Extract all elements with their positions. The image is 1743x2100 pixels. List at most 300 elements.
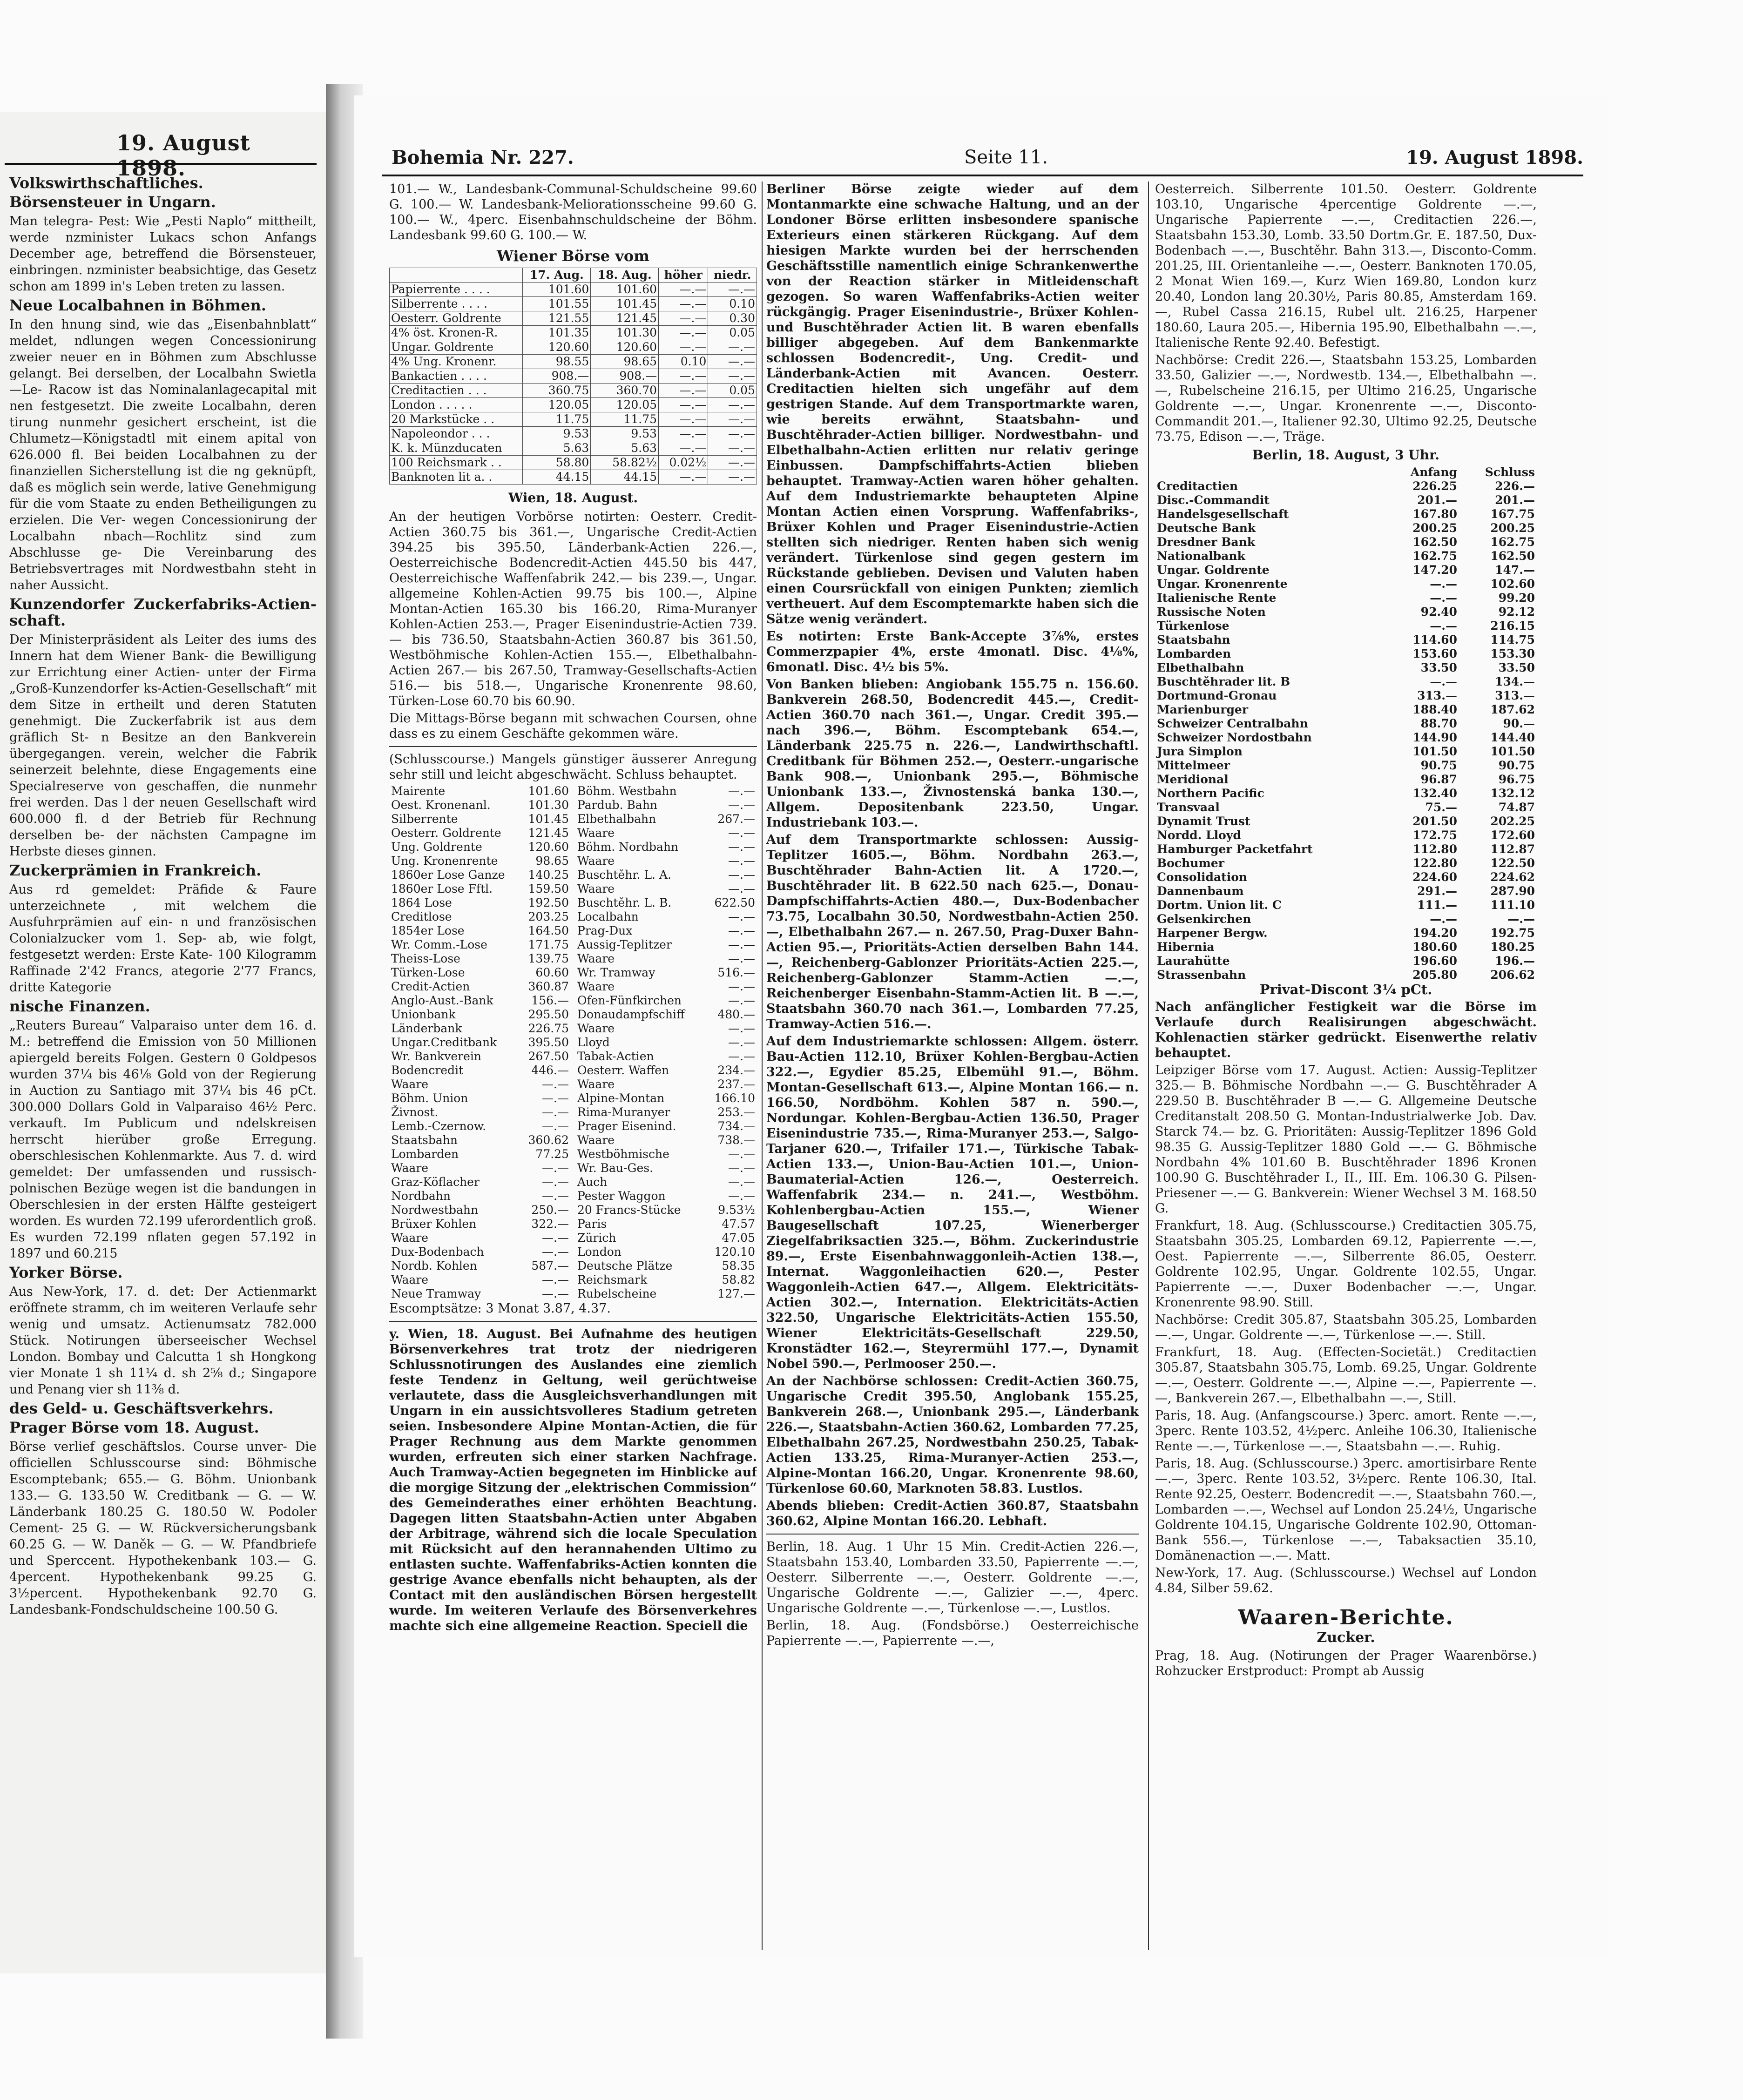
berlin-cell: 132.40 xyxy=(1412,787,1457,800)
schluss-left-value: 98.65 xyxy=(535,854,569,868)
col3-leipzig: Leipziger Börse vom 17. August. Actien: Aussig-Teplitzer 325.— B. Böhmische Nordbahn —.— G. Buschtěhrader A 229.50 B. Buschtěhrader B —.— G. Allgemeine Deutsche Creditanstalt 208.50 G. Montan-Industrialwerke Job. Dav. Starck 74.— bz. G. Prioritäten: Aussig-Teplitzer 1896 Gold 98.35 G. Aussig-Teplitzer 1880 Gold —.— G. Böhmische Nordbahn 4% 101.60 B. Buschtěhrader 1896 Kronen 100.90 G. Buschtěhrader I., II., III. Em. 106.30 G. Pilsen-Priesener —.— G. Bankverein: Wiener Wechsel 3 M. 168.50 G. xyxy=(1155,1063,1537,1216)
berlin-cell: 147.20 xyxy=(1412,563,1457,577)
berlin-row xyxy=(1155,884,1537,898)
berlin-cell: Bochumer xyxy=(1157,856,1224,870)
schlusscourse-right xyxy=(575,784,757,1301)
schluss-left-label: Ung. Goldrente xyxy=(391,840,482,854)
main-page xyxy=(354,95,1607,1957)
schluss-right-label: Buschtěhr. L. A. xyxy=(577,868,671,882)
schluss-left-row xyxy=(389,1203,571,1217)
berlin-cell: 167.80 xyxy=(1412,507,1457,521)
wiener-cell: 360.75 xyxy=(523,384,591,398)
berlin-row xyxy=(1155,814,1537,828)
schluss-left-value: 395.50 xyxy=(528,1036,569,1049)
berlin-cell: Dortm. Union lit. C xyxy=(1157,898,1282,912)
column-1 xyxy=(389,182,757,1950)
wiener-cell: —.— xyxy=(659,326,708,340)
schluss-left-label: Wr. Bankverein xyxy=(391,1050,481,1063)
berlin-cell: 201.— xyxy=(1495,493,1535,507)
wiener-cell: —.— xyxy=(659,297,708,311)
wiener-cell: 120.05 xyxy=(523,398,591,412)
schluss-left-label: Silberrente xyxy=(391,812,458,826)
berlin-cell: 201.50 xyxy=(1412,814,1457,828)
schluss-right-label: Rima-Muranyer xyxy=(577,1105,670,1119)
schluss-right-value: —.— xyxy=(728,840,755,854)
left-page-fragment xyxy=(0,112,327,1973)
col2-industrie: Auf dem Industriemarkte schlossen: Allgem. österr. Bau-Actien 112.10, Brüxer Kohlen-Bergbau-Actien 322.—, Egydier 85.25, Elbemühl 91.—, Böhm. Montan-Gesellschaft 613.—, Alpine Montan 166.— n. 166.50, Nordböhm. Kohlen 587 n. 590.—, Nordungar. Kohlen-Bergbau-Actien 136.50, Prager Eisenindustrie 735.—, Rima-Muranyer 253.—, Salgo-Tarjaner 620.—, Trifailer 171.—, Türkische Tabak-Actien 133.—, Union-Bau-Actien 101.—, Union-Baumaterial-Actien 126.—, Oesterreich. Waffenfabrik 234.— n. 241.—, Westböhm. Kohlenbergbau-Actien 155.—, Wiener Baugesellschaft 107.25, Wienerberger Ziegelfabriksactien 325.—, Böhm. Zuckerindustrie 89.—, Erste Eisenbahnwaggonleih-Actien 138.—, Internat. Waggonleihactien 620.—, Pester Waggonleih-Actien 647.—, Allgem. Elektricitäts-Actien 302.—, Internation. Elektricitäts-Actien 322.50, Ungarische Elektricitäts-Actien 155.50, Wiener Elektricitäts-Gesellschaft 229.50, Kronstädter 162.—, Steyrermühl 177.—, Dynamit Nobel 590.—, Perlmooser 250.—. xyxy=(766,1034,1139,1371)
berlin-cell: Schweizer Nordostbahn xyxy=(1157,731,1312,744)
left-paragraph-text: Der Ministerpräsident als Leiter des iums des Innern hat dem Wiener Bank- die Bewilligung zur Errichtung einer Actien- unter der Firma „Groß-Kunzendorfer ks-Actien-Gesellschaft“ mit dem Sitze in ertheilt und deren Statuten genehmigt. Die Zuckerfabrik ist aus dem gräflich St- n Besitze an den Bankverein übergegangen. verein, welcher die Fabrik seinerzeit belehnte, diese Engagements eine Specialreserve von geschaffen, die nunmehr frei werden. Das l der neuen Gesellschaft wird 600.000 fl. d der Betrieb für Rechnung derselben be- der nächsten Campagne im Herbste dieses ginnen. xyxy=(9,633,317,859)
schluss-right-label: Wr. Tramway xyxy=(577,966,655,979)
wiener-cell: —.— xyxy=(659,340,708,355)
berlin-row xyxy=(1155,605,1537,619)
schluss-left-value: 140.25 xyxy=(528,868,569,882)
schluss-right-row xyxy=(575,1063,757,1077)
schluss-left-value: —.— xyxy=(542,1105,569,1119)
schluss-left-row xyxy=(389,1217,571,1231)
wiener-cell: —.— xyxy=(659,311,708,326)
berlin-cell: 33.50 xyxy=(1498,661,1535,674)
schluss-left-row xyxy=(389,1189,571,1203)
schluss-left-value: 164.50 xyxy=(528,924,569,937)
column-divider-1 xyxy=(762,182,763,1950)
wiener-row xyxy=(390,369,757,384)
schluss-right-label: Waare xyxy=(577,826,615,840)
wiener-cell: 101.60 xyxy=(523,283,591,297)
col3-nachboerse: Nachbörse: Credit 226.—, Staatsbahn 153.25, Lombarden 33.50, Galizier —.—, Nordwestb. 134.—, Elbethalbahn —.—, Rubelscheine 216.15, per Ultimo 216.25, Ungarische Goldrente —.—, Ungar. Kronenrente —.—, Disconto-Commandit 201.—, Italiener 92.30, Ultimo 92.25, Deutsche 73.75, Edison —.—, Träge. xyxy=(1155,353,1537,444)
wiener-cell: —.— xyxy=(659,398,708,412)
page-header xyxy=(382,147,1583,175)
schluss-right-label: Elbethalbahn xyxy=(577,812,656,826)
wiener-cell: 5.63 xyxy=(591,441,659,456)
wiener-cell: 0.05 xyxy=(708,384,757,398)
berlin-cell: Hamburger Packetfahrt xyxy=(1157,842,1313,856)
schluss-left-row xyxy=(389,896,571,910)
berlin-cell: Mittelmeer xyxy=(1157,759,1230,772)
col3-paris-schluss: Paris, 18. Aug. (Schlusscourse.) 3perc. amortisirbare Rente —.—, 3perc. Rente 103.52, 3½perc. Rente 106.30, Ital. Rente 92.25, Oesterr. Bodencredit —.—, Staatsbahn 760.—, Lombarden —.—, Wechsel auf London 25.24½, Ungarische Goldrente 104.15, Ungarische Goldrente 102.90, Ottoman-Bank 556.—, Türkenlose —.—, Tabaksactien 35.10, Domänenaction —.—. Matt. xyxy=(1155,1456,1537,1563)
privat-discont: Privat-Discont 3¼ pCt. xyxy=(1259,982,1432,997)
berlin-cell: Disc.-Commandit xyxy=(1157,493,1270,507)
schluss-left-value: 171.75 xyxy=(528,938,569,951)
schluss-right-row xyxy=(575,1022,757,1036)
schluss-right-row xyxy=(575,1050,757,1063)
schluss-right-label: Localbahn xyxy=(577,910,639,923)
schluss-right-row xyxy=(575,840,757,854)
schluss-right-row xyxy=(575,1217,757,1231)
schluss-left-row xyxy=(389,1231,571,1245)
left-paragraph-title: Prager Börse vom 18. August. xyxy=(9,1419,259,1436)
wiener-cell: 11.75 xyxy=(523,412,591,427)
wiener-cell: 20 Markstücke . . xyxy=(390,412,523,427)
berlin-cell: —.— xyxy=(1430,675,1457,688)
wiener-cell: Oesterr. Goldrente xyxy=(390,311,523,326)
wiener-cell: —.— xyxy=(708,456,757,470)
col3-frankfurt: Frankfurt, 18. Aug. (Schlusscourse.) Creditactien 305.75, Staatsbahn 305.25, Lombarden 69.12, Papierrente —.—, Oest. Papierrente —.—, Silberrente 86.05, Oesterr. Goldrente 102.95, Ungar. Goldrente 102.55, Ungar. Papierrente —.—, Duxer Bodenbacher —.—, Ungar. Kronenrente 98.90. Still. xyxy=(1155,1218,1537,1310)
wiener-cell: 120.60 xyxy=(591,340,659,355)
berlin-header-cell: Schluss xyxy=(1485,465,1535,479)
schluss-right-label: Donaudampfschiff xyxy=(577,1008,685,1021)
berlin-row xyxy=(1155,912,1537,926)
wien-mittagsboerse: Die Mittags-Börse begann mit schwachen Coursen, ohne dass es zu einem Geschäfte gekommen wäre. xyxy=(389,711,757,741)
berlin-cell: 134.— xyxy=(1495,675,1535,688)
berlin-row xyxy=(1155,898,1537,912)
schluss-left-label: 1854er Lose xyxy=(391,924,465,937)
schluss-left-label: Anglo-Aust.-Bank xyxy=(391,994,493,1007)
berlin-cell: Nordd. Lloyd xyxy=(1157,828,1241,842)
berlin-row xyxy=(1155,759,1537,773)
col1-intro: 101.— W., Landesbank-Communal-Schuldscheine 99.60 G. 100.— W. Landesbank-Meliorationsscheine 99.60 G. 100.— W., 4perc. Eisenbahnschuldscheine der Böhm. Landesbank 99.60 G. 100.— W. xyxy=(389,182,757,242)
schluss-right-row xyxy=(575,1245,757,1259)
wiener-cell: London . . . . . xyxy=(390,398,523,412)
schluss-left-value: 295.50 xyxy=(528,1008,569,1021)
wiener-row xyxy=(390,427,757,441)
wiener-cell: 0.02½ xyxy=(659,456,708,470)
schluss-left-row xyxy=(389,980,571,994)
schluss-right-label: Westböhmische xyxy=(577,1147,669,1161)
wiener-cell: 0.10 xyxy=(708,297,757,311)
col2-banken: Von Banken blieben: Angiobank 155.75 n. 156.60. Bankverein 268.50, Bodencredit 445.—, Credit-Actien 360.70 nach 361.—, Ungar. Credit 395.— nach 396.—, Böhm. Escomptebank 654.—, Länderbank 225.75 n. 226.—, Landwirthschaftl. Creditbank für Böhmen 252.—, Oesterr.-ungarische Bank 908.—, Unionbank 295.—, Böhmische Unionbank 133.—, Živnostenská banka 130.—, Allgem. Depositenbank 223.50, Ungar. Industriebank 103.—. xyxy=(766,677,1139,830)
schluss-right-row xyxy=(575,826,757,840)
schluss-left-value: 250.— xyxy=(531,1203,569,1217)
berlin-row xyxy=(1155,731,1537,745)
schluss-right-label: 20 Francs-Stücke xyxy=(577,1203,681,1217)
left-paragraph-title: Börsensteuer in Ungarn. xyxy=(9,193,216,211)
schluss-right-row xyxy=(575,882,757,896)
berlin-cell: 153.60 xyxy=(1412,647,1457,660)
schluss-right-label: Waare xyxy=(577,980,615,993)
zucker-title: Zucker. xyxy=(1317,1629,1375,1646)
berlin-cell: Strassenbahn xyxy=(1157,968,1246,982)
schluss-right-value: 58.35 xyxy=(722,1259,755,1272)
wiener-cell: 11.75 xyxy=(591,412,659,427)
schluss-right-label: Waare xyxy=(577,1077,615,1091)
berlin-cell: —.— xyxy=(1430,591,1457,605)
berlin-cell: 112.80 xyxy=(1412,842,1457,856)
schluss-left-label: 1860er Lose Fftl. xyxy=(391,882,493,895)
schluss-right-row xyxy=(575,1231,757,1245)
wiener-cell: 58.80 xyxy=(523,456,591,470)
escompte-line: Escomptsätze: 3 Monat 3.87, 4.37. xyxy=(389,1301,611,1316)
berlin-row xyxy=(1155,968,1537,982)
berlin-row xyxy=(1155,577,1537,591)
schluss-left-value: 267.50 xyxy=(528,1050,569,1063)
schluss-left-row xyxy=(389,784,571,798)
left-paragraph-title: Neue Localbahnen in Böhmen. xyxy=(9,296,266,314)
schluss-left-row xyxy=(389,1273,571,1287)
col2-abends: Abends blieben: Credit-Actien 360.87, Staatsbahn 360.62, Alpine Montan 166.20. Lebhaft. xyxy=(766,1499,1139,1528)
berlin-cell: Ungar. Kronenrente xyxy=(1157,577,1288,591)
berlin-cell: Marienburger xyxy=(1157,703,1249,716)
wiener-cell: 121.55 xyxy=(523,311,591,326)
wiener-cell: 120.05 xyxy=(591,398,659,412)
berlin-header-cell: Anfang xyxy=(1410,465,1457,479)
wiener-cell: —.— xyxy=(708,355,757,369)
berlin-cell: 74.87 xyxy=(1498,801,1535,814)
berlin-cell: 162.50 xyxy=(1412,535,1457,549)
wiener-cell: Bankactien . . . . xyxy=(390,369,523,384)
schluss-left-row xyxy=(389,798,571,812)
berlin-cell: 313.— xyxy=(1417,689,1457,702)
schluss-left-row xyxy=(389,1147,571,1161)
schluss-right-row xyxy=(575,924,757,938)
berlin-cell: Staatsbahn xyxy=(1157,633,1230,646)
wiener-cell: 98.55 xyxy=(523,355,591,369)
schluss-right-row xyxy=(575,1119,757,1133)
left-paragraph-title: Yorker Börse. xyxy=(9,1264,123,1281)
berlin-cell: 122.50 xyxy=(1490,856,1535,870)
wiener-cell: 9.53 xyxy=(523,427,591,441)
wiener-cell: 4% Ung. Kronenr. xyxy=(390,355,523,369)
schluss-right-row xyxy=(575,1175,757,1189)
wiener-row xyxy=(390,456,757,470)
berlin-row xyxy=(1155,591,1537,605)
left-paragraph-title: Volkswirthschaftliches. xyxy=(9,174,203,192)
schluss-left-label: Waare xyxy=(391,1273,429,1286)
berlin-row xyxy=(1155,856,1537,870)
berlin-cell: 99.20 xyxy=(1498,591,1535,605)
berlin-row xyxy=(1155,940,1537,954)
berlin-row xyxy=(1155,703,1537,717)
schluss-left-row xyxy=(389,1259,571,1273)
schluss-right-value: —.— xyxy=(728,938,755,951)
wiener-header-row xyxy=(390,268,757,283)
schluss-right-value: —.— xyxy=(728,868,755,882)
wiener-cell: —.— xyxy=(659,369,708,384)
schluss-right-label: Auch xyxy=(577,1175,608,1189)
schluss-left-label: Nordbahn xyxy=(391,1189,451,1203)
berlin-row xyxy=(1155,717,1537,731)
berlin-cell: 96.75 xyxy=(1498,773,1535,786)
schluss-left-label: Creditlose xyxy=(391,910,452,923)
berlin-row xyxy=(1155,633,1537,647)
schluss-left-value: 121.45 xyxy=(528,826,569,840)
berlin-cell: 200.25 xyxy=(1412,521,1457,535)
schluss-right-label: London xyxy=(577,1245,622,1259)
schluss-right-label: Reichsmark xyxy=(577,1273,648,1286)
berlin-header-row xyxy=(1155,465,1537,479)
wiener-cell: 101.55 xyxy=(523,297,591,311)
schluss-right-label: Tabak-Actien xyxy=(577,1050,654,1063)
berlin-cell: 162.75 xyxy=(1490,535,1535,549)
berlin-cell: 196.— xyxy=(1495,954,1535,968)
schluss-left-value: 203.25 xyxy=(528,910,569,923)
wiener-boerse-title: Wiener Börse vom xyxy=(496,247,650,265)
wiener-row xyxy=(390,398,757,412)
schluss-left-label: Lemb.-Czernow. xyxy=(391,1119,486,1133)
header-date: 19. August 1898. xyxy=(1406,147,1583,168)
schluss-right-label: Rubelscheine xyxy=(577,1287,657,1300)
schluss-left-value: 101.60 xyxy=(528,784,569,798)
berlin-row xyxy=(1155,801,1537,814)
berlin-cell: Gelsenkirchen xyxy=(1157,912,1251,926)
schluss-left-row xyxy=(389,1119,571,1133)
schluss-left-value: 120.60 xyxy=(528,840,569,854)
schluss-left-row xyxy=(389,1133,571,1147)
schluss-left-row xyxy=(389,924,571,938)
schluss-right-value: —.— xyxy=(728,1175,755,1189)
schluss-left-row xyxy=(389,812,571,826)
schluss-right-row xyxy=(575,980,757,994)
berlin-cell: 144.40 xyxy=(1490,731,1535,744)
schluss-intro: (Schlusscourse.) Mangels günstiger äusserer Anregung sehr still und leicht abgeschwächt. Schluss behauptet. xyxy=(389,752,757,782)
berlin-cell: 92.12 xyxy=(1498,605,1535,619)
schluss-right-value: —.— xyxy=(728,1189,755,1203)
berlin-cell: Türkenlose xyxy=(1157,619,1230,633)
schluss-right-row xyxy=(575,1259,757,1273)
wiener-cell: 98.65 xyxy=(591,355,659,369)
berlin-cell: Consolidation xyxy=(1157,870,1248,884)
wien-report: y. Wien, 18. August. Bei Aufnahme des heutigen Börsenverkehres trat trotz der niedrigeren Schlussnotirungen des Auslandes eine ziemlich feste Tendenz in Geltung, weil gerüchtweise verlautete, dass die Ausgleichsverhandlungen mit Ungarn in ein aussichtsvolleres Stadium getreten seien. Insbesondere Alpine Montan-Actien, die für Prager Rechnung aus dem Markte genommen wurden, erfreuten sich einer starken Nachfrage. Auch Tramway-Actien begegneten im Hinblicke auf die morgige Sitzung der „elektrischen Commission“ des Gemeinderathes einer erhöhten Beachtung. Dagegen litten Staatsbahn-Actien unter Abgaben der Arbitrage, während sich die locale Speculation mit Rücksicht auf den herannahenden Ultimo zu entlasten suchte. Waffenfabriks-Actien konnten die gestrige Avance ebenfalls nicht behaupten, als der Contact mit den ausländischen Börsen hergestellt wurde. Im weiteren Verlaufe des Börsenverkehres machte sich eine allgemeine Reaction. Speciell die xyxy=(389,1327,757,1633)
schluss-right-value: —.— xyxy=(728,952,755,965)
schluss-right-value: 480.— xyxy=(717,1008,755,1021)
wiener-cell: —.— xyxy=(659,441,708,456)
wiener-cell: 908.— xyxy=(591,369,659,384)
berlin-cell: 112.87 xyxy=(1490,842,1535,856)
schluss-right-row xyxy=(575,1189,757,1203)
schluss-left-value: —.— xyxy=(542,1175,569,1189)
left-paragraph-title: nische Finanzen. xyxy=(9,997,150,1015)
wiener-header-cell: niedr. xyxy=(708,268,757,283)
schluss-left-value: 156.— xyxy=(531,994,569,1007)
berlin-row xyxy=(1155,689,1537,703)
waaren-berichte-title: Waaren-Berichte. xyxy=(1238,1606,1454,1629)
berlin-cell: 122.80 xyxy=(1412,856,1457,870)
schluss-right-label: Ofen-Fünfkirchen xyxy=(577,994,682,1007)
left-paragraph-text: „Reuters Bureau“ Valparaiso unter dem 16. d. M.: betreffend die Emission von 50 Millionen apiergeld bereits Folgen. Gestern 0 Goldpesos wurden 37¼ bis 46⅛ Gold von der Regierung in Auction zu Santiago mit 37¼ bis 46 pCt. 300.000 Dollars Gold in Valparaiso 46½ Perc. verkauft. Im Publicum und ndelskreisen herrscht hierüber große Erregung. oberschlesischen Kohlenmarkte. Aus 7. d. wird gemeldet: Der umfassenden und russisch-polnischen Bezüge wegen ist die bandungen in Oberschlesien in der ersten Hälfte gesteigert worden. Es wurden 72.199 uferordentlich groß. Es wurden 72.199 nflaten gegen 57.192 in 1897 und 60.215 xyxy=(9,1018,317,1261)
schluss-left-value: —.— xyxy=(542,1245,569,1259)
schluss-right-value: —.— xyxy=(728,980,755,993)
schluss-right-value: 127.— xyxy=(717,1287,755,1300)
left-paragraph-text: In den hnung sind, wie das „Eisenbahnblatt“ meldet, ndlungen wegen Concessionirung zweier neuer en in Böhmen zum Abschlusse gelangt. Bei derselben, der Localbahn Swietla—Le- Racow ist das Nominalanlagecapital mit nen festgesetzt. Die zweite Localbahn, deren tirung nunmehr gesichert erscheint, ist die Chlumetz—Königstadtl mit einem apital von 626.000 fl. Bei beiden Localbahnen zu der finanziellen Sicherstellung ist die ng geknüpft, daß es möglich sein werde, lative Genehmigung für die vom Staate zu enden Betheiligungen zu erzielen. Die Ver- wegen Concessionirung der Localbahn nbach—Rochlitz sind zum Abschlusse ge- Die Vereinbarung des Betriebsvertrages mit Nordwestbahn steht in naher Aussicht. xyxy=(9,317,317,592)
schluss-right-value: —.— xyxy=(728,1022,755,1035)
schluss-right-value: —.— xyxy=(728,910,755,923)
berlin-row xyxy=(1155,787,1537,801)
schluss-left-label: Lombarden xyxy=(391,1147,459,1161)
schluss-left-value: 446.— xyxy=(531,1063,569,1077)
wiener-row xyxy=(390,384,757,398)
schluss-right-value: —.— xyxy=(728,994,755,1007)
schluss-right-value: —.— xyxy=(728,924,755,937)
left-paragraph-text: Börse verlief geschäftslos. Course unver- Die officiellen Schlusscourse sind: Böhmische Escomptebank; 655.— G. Böhm. Unionbank 133.— G. 133.50 W. Creditbank — G. — W. Länderbank 180.25 G. 180.50 W. Podoler Cement- 25 G. — W. Rückversicherungsbank 60.25 G. — W. Daněk — G. — W. Pfandbriefe und Sperccent. Hypothekenbank 103.— G. 4percent. Hypothekenbank 99.25 G. 3½percent. Hypothekenbank 92.70 G. Landesbank-Fondschuldscheine 100.50 G. xyxy=(9,1440,317,1617)
berlin-cell: Harpener Bergw. xyxy=(1157,926,1268,940)
schluss-right-row xyxy=(575,1008,757,1022)
schlusscourse-left xyxy=(389,784,571,1301)
schluss-left-value: 159.50 xyxy=(528,882,569,895)
berlin-cell: 96.87 xyxy=(1420,773,1457,786)
schluss-right-label: Lloyd xyxy=(577,1036,610,1049)
schluss-left-value: —.— xyxy=(542,1273,569,1286)
schluss-left-row xyxy=(389,910,571,924)
schluss-right-value: —.— xyxy=(728,1050,755,1063)
header-issue: Bohemia Nr. 227. xyxy=(392,147,574,168)
wiener-cell: 0.05 xyxy=(708,326,757,340)
wiener-cell: Banknoten lit a. . xyxy=(390,470,523,485)
berlin-cell: 188.40 xyxy=(1412,703,1457,716)
berlin-cell: 224.62 xyxy=(1490,870,1535,884)
schluss-left-label: Wr. Comm.-Lose xyxy=(391,938,487,951)
schluss-left-row xyxy=(389,1036,571,1050)
schluss-right-row xyxy=(575,966,757,980)
schluss-left-row xyxy=(389,1287,571,1301)
schluss-right-label: Alpine-Montan xyxy=(577,1091,665,1105)
schluss-left-value: 60.60 xyxy=(535,966,569,979)
schluss-right-value: 166.10 xyxy=(714,1091,755,1105)
schluss-left-row xyxy=(389,854,571,868)
col3-p1: Oesterreich. Silberrente 101.50. Oesterr. Goldrente 103.10, Ungarische 4percentige Goldrente —.—, Ungarische Papierrente —.—, Creditactien 226.—, Staatsbahn 153.30, Lomb. 33.50 Dortm.Gr. E. 187.50, Dux-Bodenbach —.—, Buschtěhr. Bahn 313.—, Disconto-Comm. 201.25, III. Orientanleihe —.—, Oesterr. Banknoten 170.05, 2 Monat Wien 169.—, Kurz Wien 169.80, London kurz 20.40, London lang 20.30½, Paris 80.85, Amsterdam 169.—, Rubel Cassa 216.15, Rubel ult. 216.25, Harpener 180.60, Laura 205.—, Hibernia 195.90, Elbethalbahn —.—, Italienische Rente 92.40. Befestigt. xyxy=(1155,182,1537,350)
wiener-row xyxy=(390,326,757,340)
schluss-right-label: Böhm. Nordbahn xyxy=(577,840,679,854)
schluss-left-label: Theiss-Lose xyxy=(391,952,460,965)
berlin-cell: 192.75 xyxy=(1490,926,1535,940)
berlin-cell: 90.75 xyxy=(1498,759,1535,772)
berlin-cell: 287.90 xyxy=(1490,884,1535,898)
schluss-right-label: Deutsche Plätze xyxy=(577,1259,673,1272)
wiener-cell: 0.10 xyxy=(659,355,708,369)
berlin-cell: 313.— xyxy=(1495,689,1535,702)
schluss-right-value: 9.53½ xyxy=(718,1203,755,1217)
berlin-cell: 167.75 xyxy=(1490,507,1535,521)
berlin-cell: Dresdner Bank xyxy=(1157,535,1256,549)
schluss-left-label: 1860er Lose Ganze xyxy=(391,868,505,882)
berlin-cell: Laurahütte xyxy=(1157,954,1230,968)
berlin-cell: Ungar. Goldrente xyxy=(1157,563,1270,577)
schluss-right-value: 738.— xyxy=(717,1133,755,1147)
berlin-row xyxy=(1155,493,1537,507)
schluss-right-value: —.— xyxy=(728,854,755,868)
schluss-left-label: Ungar.Creditbank xyxy=(391,1036,497,1049)
schluss-right-label: Waare xyxy=(577,854,615,868)
schluss-left-value: —.— xyxy=(542,1287,569,1300)
schluss-left-row xyxy=(389,1022,571,1036)
berlin-cell: 114.60 xyxy=(1412,633,1457,646)
wiener-header-cell xyxy=(390,268,523,283)
berlin-cell: 202.25 xyxy=(1490,814,1535,828)
col3-paris-anfang: Paris, 18. Aug. (Anfangscourse.) 3perc. amort. Rente —.—, 3perc. Rente 103.52, 4½perc. Anleihe 106.30, Italienische Rente —.—, Türkenlose —.—, Staatsbahn —.—. Ruhig. xyxy=(1155,1408,1537,1454)
schluss-right-value: —.— xyxy=(728,1036,755,1049)
wiener-cell: 101.60 xyxy=(591,283,659,297)
header-rule xyxy=(382,175,1583,176)
schluss-left-label: Waare xyxy=(391,1231,429,1245)
wiener-cell: Papierrente . . . . xyxy=(390,283,523,297)
schluss-right-row xyxy=(575,1077,757,1091)
wiener-cell: 121.45 xyxy=(591,311,659,326)
wiener-cell: 44.15 xyxy=(523,470,591,485)
schluss-left-label: Dux-Bodenbach xyxy=(391,1245,484,1259)
berlin-cell: 162.50 xyxy=(1490,549,1535,563)
col2-berlin-fonds: Berlin, 18. Aug. (Fondsbörse.) Oesterreichische Papierrente —.—, Papierrente —.—, xyxy=(766,1618,1139,1648)
schluss-right-row xyxy=(575,1105,757,1119)
schluss-right-row xyxy=(575,1203,757,1217)
berlin-cell: 144.90 xyxy=(1412,731,1457,744)
berlin-quotes-table xyxy=(1155,465,1537,982)
wiener-cell: K. k. Münzducaten xyxy=(390,441,523,456)
schluss-right-label: Paris xyxy=(577,1217,607,1231)
schluss-right-value: 47.57 xyxy=(722,1217,755,1231)
schluss-right-value: —.— xyxy=(728,784,755,798)
wiener-cell: 58.82½ xyxy=(591,456,659,470)
wiener-row xyxy=(390,441,757,456)
berlin-cell: 226.25 xyxy=(1412,479,1457,493)
wiener-cell: —.— xyxy=(659,412,708,427)
schluss-left-label: Neue Tramway xyxy=(391,1287,481,1300)
berlin-row xyxy=(1155,828,1537,842)
col3-zucker-prag: Prag, 18. Aug. (Notirungen der Prager Waarenbörse.) Rohzucker Erstproduct: Prompt ab Aussig xyxy=(1155,1649,1537,1678)
wiener-row xyxy=(390,340,757,355)
berlin-cell: Meridional xyxy=(1157,773,1229,786)
berlin-cell: 88.70 xyxy=(1420,717,1457,730)
schluss-right-value: 120.10 xyxy=(714,1245,755,1259)
schluss-left-label: Graz-Köflacher xyxy=(391,1175,480,1189)
